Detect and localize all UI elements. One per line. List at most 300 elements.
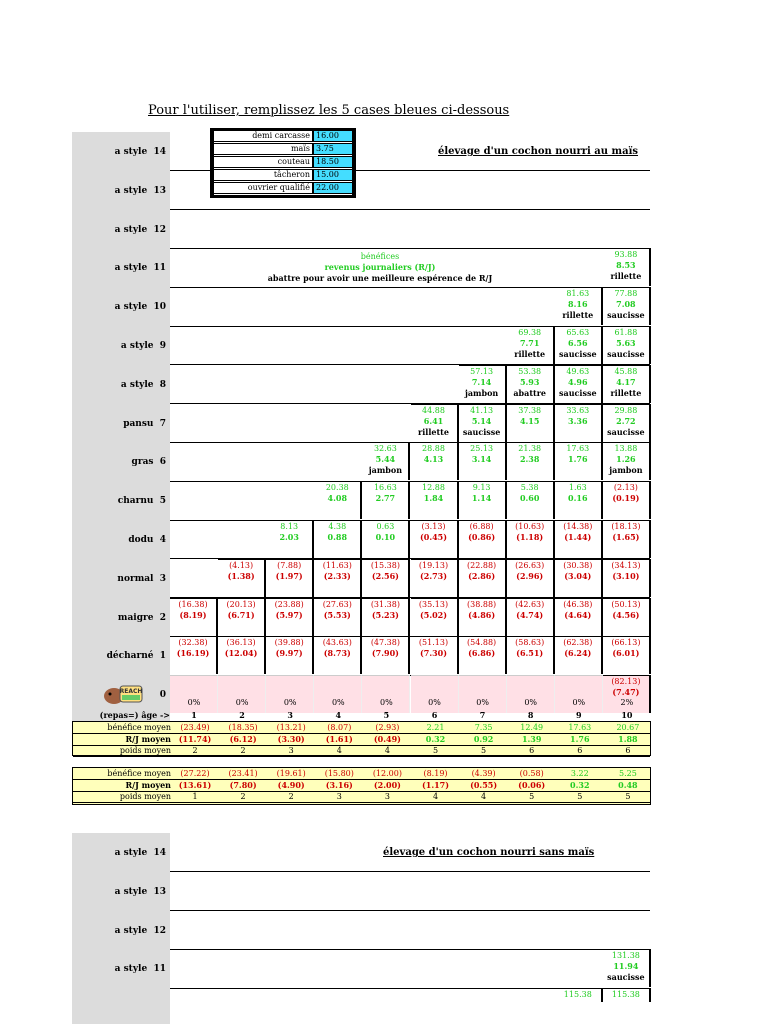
- grid-cell: [411, 520, 459, 558]
- benefice-value: (2.13): [613, 483, 638, 493]
- grid-cell: [555, 287, 603, 325]
- pct-value: 0%: [476, 698, 489, 707]
- row-divider: [170, 910, 650, 911]
- summary-label: poids moyen: [119, 746, 171, 755]
- summary-row: [73, 734, 650, 746]
- benefice-value: 5.38: [520, 483, 539, 493]
- rj-value: 5.63: [616, 338, 636, 348]
- grid-cell: [314, 598, 362, 636]
- grid-cell: [362, 481, 410, 519]
- rj-value: (7.30): [419, 648, 448, 659]
- benefice-value: 8.13: [280, 522, 299, 531]
- benefice-value: (27.63): [322, 599, 352, 609]
- rj-value: (3.04): [564, 570, 592, 581]
- row-label: charnu 5: [117, 496, 166, 507]
- rj-value: (8.73): [323, 648, 351, 659]
- grid-cell: [603, 949, 651, 987]
- summary-value: 5: [529, 792, 535, 801]
- summary-value: (13.61): [178, 779, 212, 790]
- grid-cell: [314, 520, 362, 558]
- summary-value: (15.80): [324, 769, 354, 778]
- rj-value: (6.71): [227, 609, 255, 620]
- grid-cell: [266, 559, 314, 597]
- summary-value: 5: [432, 746, 439, 755]
- rj-value: 7.14: [471, 376, 492, 387]
- benefice-value: (11.63): [322, 560, 352, 570]
- summary-value: (6.12): [229, 733, 257, 744]
- action-label: saucisse: [559, 349, 597, 359]
- action-label: saucisse: [607, 349, 645, 359]
- summary-value: 1.39: [521, 733, 542, 744]
- grid-cell: [555, 598, 603, 636]
- benefice-value: 45.88: [614, 366, 638, 376]
- grid-cell: [555, 559, 603, 597]
- rj-value: (7.90): [371, 648, 399, 659]
- rj-value: (4.64): [564, 609, 592, 620]
- grid-cell: [603, 248, 651, 286]
- summary-value: (2.00): [373, 779, 401, 790]
- pct-value: 0%: [235, 698, 249, 707]
- benefice-value: (22.88): [467, 560, 497, 570]
- age-value: 5: [383, 710, 390, 720]
- benefice-value: 37.38: [518, 405, 542, 415]
- benefice-value: 57.13: [470, 366, 494, 376]
- summary-value: 3: [384, 792, 390, 801]
- benefice-value: (62.38): [563, 638, 593, 648]
- pct-value: 0%: [428, 698, 441, 707]
- benefice-value: (43.63): [322, 638, 352, 648]
- summary-value: (18.35): [228, 723, 258, 732]
- grid-cell: [555, 481, 603, 519]
- grid-cell: [170, 598, 218, 636]
- age-value: 2: [239, 710, 245, 720]
- age-value: 9: [576, 710, 582, 720]
- summary-value: 5.25: [618, 769, 637, 778]
- grid-cell: [266, 636, 314, 674]
- rj-value: (1.18): [516, 532, 544, 542]
- rj-value: 6.56: [568, 338, 588, 348]
- rj-value: 4.96: [568, 376, 588, 387]
- rj-value: (6.86): [468, 648, 496, 659]
- benefice-value: 25.13: [470, 444, 494, 454]
- grid-cell: [603, 559, 651, 597]
- param-row: [214, 183, 352, 195]
- param-label: ouvrier qualifié: [214, 183, 312, 193]
- age-value: 1: [191, 710, 197, 720]
- empty-cell: [314, 675, 362, 713]
- summary-value: 4: [481, 792, 487, 801]
- rj-value: (2.56): [371, 570, 399, 581]
- summary-value: (0.06): [518, 779, 546, 790]
- summary-value: 5: [481, 746, 487, 755]
- rj-value: (1.65): [612, 532, 640, 542]
- grid-cell: [507, 559, 555, 597]
- action-label: saucisse: [559, 387, 597, 398]
- pct-value: 2%: [620, 698, 634, 707]
- grid-cell: [507, 404, 555, 442]
- grid-cell: [603, 988, 651, 1002]
- rj-value: 0.88: [327, 532, 348, 542]
- parameter-box: [210, 128, 356, 198]
- grid-cell: [314, 481, 362, 519]
- rj-value: 8.53: [616, 260, 636, 271]
- benefice-value: (46.38): [563, 599, 593, 609]
- summary-label: bénéfice moyen: [107, 769, 171, 778]
- rj-value: 5.93: [519, 376, 540, 387]
- grid-cell: [459, 481, 507, 519]
- grid-cell: [507, 636, 555, 674]
- rj-value: 4.15: [519, 415, 540, 426]
- rj-value: 4.13: [423, 454, 444, 465]
- grid-cell: [362, 520, 410, 558]
- benefice-value: 131.38: [611, 951, 640, 961]
- benefice-value: 20.38: [325, 483, 349, 493]
- rj-value: 6.41: [423, 415, 444, 426]
- rj-value: 1.76: [568, 454, 588, 465]
- rj-value: (7.47): [612, 687, 640, 698]
- benefice-value: (36.13): [226, 638, 256, 648]
- row-label: a style 11: [114, 964, 166, 975]
- param-row: [214, 144, 352, 156]
- age-value: 3: [287, 710, 293, 720]
- summary-value: 7.35: [474, 723, 493, 732]
- summary-row: [73, 780, 650, 792]
- summary-value: (23.49): [180, 723, 210, 732]
- benefice-value: (16.38): [178, 599, 208, 609]
- rj-value: (4.56): [612, 609, 640, 620]
- row-label: dodu 4: [128, 535, 166, 545]
- rj-value: (3.10): [612, 570, 640, 581]
- grid-cell: [314, 636, 362, 674]
- benefice-value: 12.88: [422, 483, 445, 493]
- summary-value: 3: [288, 746, 294, 755]
- param-value-input[interactable]: 15.00: [314, 170, 352, 180]
- page-title: Pour l'utiliser, remplissez les 5 cases bleues ci-dessous: [148, 103, 510, 118]
- summary-value: (1.17): [421, 779, 450, 790]
- row-divider: [170, 949, 650, 950]
- summary-value: 4: [432, 792, 439, 801]
- summary-value: 2: [288, 792, 294, 801]
- legend-benefices: bénéfices: [360, 252, 400, 261]
- summary-value: 2.21: [426, 723, 445, 732]
- summary-value: 6: [577, 746, 583, 755]
- rj-value: 2.38: [519, 454, 540, 465]
- pct-value: 0%: [380, 698, 393, 707]
- grid-cell: [459, 559, 507, 597]
- grid-cell: [555, 988, 603, 1002]
- summary-value: 2: [240, 746, 246, 755]
- param-value-input[interactable]: 22.00: [314, 183, 352, 193]
- rj-value: (2.96): [516, 570, 544, 581]
- row-label: gras 6: [131, 457, 166, 468]
- row-divider: [170, 871, 650, 872]
- rj-value: 5.14: [471, 415, 492, 426]
- benefice-value: (82.13): [611, 677, 641, 687]
- empty-cell: [459, 675, 507, 713]
- summary-row: [73, 745, 650, 757]
- pig-icon: [100, 680, 146, 708]
- benefice-value: (26.63): [515, 560, 545, 570]
- age-value: 7: [479, 710, 486, 720]
- rj-value: 2.03: [279, 532, 299, 542]
- row-divider: [170, 248, 650, 249]
- summary-value: 3.22: [570, 769, 589, 778]
- rj-value: 8.16: [568, 299, 588, 310]
- rj-value: (1.44): [564, 532, 592, 542]
- grid-cell: [555, 404, 603, 442]
- grid-cell: [218, 598, 266, 636]
- empty-cell: [555, 675, 603, 713]
- benefice-value: 115.38: [563, 990, 592, 1000]
- summary-value: (0.58): [519, 769, 544, 778]
- pct-value: 0%: [283, 698, 297, 707]
- row-label: a style 8: [120, 379, 166, 390]
- rj-value: 1.84: [423, 493, 444, 504]
- grid-cell: [314, 559, 362, 597]
- row-label: a style 13: [114, 886, 166, 897]
- summary-value: 5: [577, 792, 583, 801]
- rj-value: (1.38): [227, 570, 255, 581]
- age-value: 4: [335, 710, 342, 720]
- table1-title: élevage d'un cochon nourri au maïs: [438, 146, 639, 157]
- param-value-input[interactable]: 16.00: [314, 131, 352, 141]
- summary-value: (1.61): [325, 733, 353, 744]
- grid-cell: [362, 559, 410, 597]
- summary-value: (8.19): [423, 769, 448, 778]
- summary-value: (4.90): [277, 779, 305, 790]
- benefice-value: 49.63: [566, 366, 590, 376]
- summary-value: 4: [336, 746, 342, 755]
- benefice-value: (30.38): [563, 560, 593, 570]
- rj-value: 11.94: [613, 961, 639, 972]
- rj-value: (5.53): [323, 609, 351, 620]
- grid-cell: [218, 636, 266, 674]
- grid-cell: [459, 520, 507, 558]
- param-label: couteau: [214, 157, 312, 167]
- grid-cell: [459, 636, 507, 674]
- grid-cell: [411, 636, 459, 674]
- grid-cell: [362, 598, 410, 636]
- summary-value: 0.32: [425, 733, 446, 744]
- benefice-value: 77.88: [614, 289, 638, 299]
- summary-label: R/J moyen: [125, 779, 171, 790]
- age-label: (repas=) âge ->: [99, 710, 170, 720]
- grid-cell: [603, 481, 651, 519]
- benefice-value: 28.88: [422, 444, 445, 454]
- rj-value: (8.19): [179, 609, 207, 620]
- rj-value: (5.02): [419, 609, 448, 620]
- rj-value: 2.72: [616, 415, 636, 426]
- summary-value: (2.93): [375, 723, 400, 732]
- summary-label: poids moyen: [119, 792, 171, 801]
- rj-value: (16.19): [176, 648, 210, 659]
- benefice-value: (35.13): [418, 599, 449, 609]
- benefice-value: (66.13): [611, 638, 641, 648]
- rj-value: (4.86): [468, 609, 496, 620]
- rj-value: 0.10: [375, 532, 396, 542]
- summary-value: (23.41): [228, 769, 258, 778]
- summary-value: 1.76: [570, 733, 590, 744]
- table2-title: élevage d'un cochon nourri sans maïs: [383, 847, 595, 858]
- grid-cell: [555, 442, 603, 480]
- grid-cell: [507, 520, 555, 558]
- rj-value: (2.73): [419, 570, 448, 581]
- summary-value: 5: [625, 792, 631, 801]
- row-label: a style 11: [114, 263, 166, 274]
- summary-value: (3.30): [277, 733, 305, 744]
- row-label: maigre 2: [117, 612, 166, 623]
- benefice-value: 32.63: [373, 444, 397, 454]
- grid-cell: [555, 520, 603, 558]
- summary-value: (7.80): [229, 779, 257, 790]
- rj-value: (0.19): [612, 493, 640, 504]
- grid-cell: [507, 365, 555, 403]
- summary-band-1: [72, 721, 651, 756]
- param-value-input[interactable]: 18.50: [314, 157, 352, 167]
- action-label: abattre: [513, 387, 547, 398]
- row-label: a style 9: [120, 341, 166, 351]
- summary-value: 0.92: [473, 733, 494, 744]
- benefice-value: (34.13): [611, 560, 641, 570]
- benefice-value: 13.88: [614, 444, 638, 454]
- age-value: 6: [431, 710, 438, 720]
- empty-cell: [266, 675, 314, 713]
- empty-cell: [411, 675, 459, 713]
- grid-cell: [459, 365, 507, 403]
- summary-value: 6: [529, 746, 535, 755]
- legend-abattre: abattre pour avoir une meilleure espérence de R/J: [267, 273, 493, 283]
- row-label: a style 14: [114, 147, 166, 157]
- empty-cell: [170, 675, 218, 713]
- grid-cell: [266, 520, 314, 558]
- rj-value: 1.26: [616, 454, 636, 465]
- summary-value: (27.22): [180, 769, 210, 778]
- row-label: pansu 7: [123, 418, 166, 429]
- benefice-value: 33.63: [566, 405, 590, 415]
- benefice-value: (47.38): [370, 638, 400, 648]
- action-label: rillette: [418, 426, 449, 437]
- rj-value: (4.74): [516, 609, 544, 620]
- summary-value: 1.88: [618, 733, 638, 744]
- rj-value: 0.16: [568, 493, 588, 504]
- benefice-value: (58.63): [515, 638, 545, 648]
- summary-value: 4: [384, 746, 390, 755]
- summary-value: (4.39): [471, 769, 496, 778]
- param-label: tâcheron: [214, 170, 312, 180]
- row-label: a style 12: [114, 925, 166, 936]
- benefice-value: (23.88): [274, 599, 304, 609]
- summary-band-2: [72, 767, 651, 805]
- grid-cell: [507, 598, 555, 636]
- benefice-value: (6.88): [469, 522, 494, 531]
- param-value-input[interactable]: 3.75: [314, 144, 352, 154]
- benefice-value: (19.13): [418, 560, 449, 570]
- action-label: saucisse: [607, 972, 645, 983]
- summary-value: (0.49): [373, 733, 401, 744]
- benefice-value: 53.38: [518, 366, 542, 376]
- action-label: rillette: [610, 387, 642, 398]
- benefice-value: 9.13: [472, 483, 491, 493]
- summary-value: (19.61): [276, 769, 306, 778]
- grid-cell: [266, 598, 314, 636]
- empty-cell: [507, 675, 555, 713]
- benefice-value: (54.88): [467, 638, 497, 648]
- benefice-value: 44.88: [422, 405, 445, 415]
- action-label: rillette: [610, 271, 642, 282]
- benefice-value: (18.13): [611, 522, 641, 531]
- rj-value: 7.08: [616, 299, 636, 310]
- action-label: rillette: [562, 310, 594, 321]
- rj-value: (6.01): [612, 648, 640, 659]
- summary-value: 0.32: [570, 779, 590, 790]
- summary-label: R/J moyen: [125, 733, 171, 744]
- benefice-value: 65.63: [566, 328, 590, 337]
- action-label: saucisse: [462, 426, 501, 437]
- grid-cell: [555, 636, 603, 674]
- rj-value: 1.14: [471, 493, 492, 504]
- rj-value: 7.71: [519, 338, 540, 348]
- benefice-value: 17.63: [566, 444, 590, 454]
- grid-cell: [603, 598, 651, 636]
- grid-cell: [459, 404, 507, 442]
- rj-value: (0.86): [468, 532, 496, 542]
- benefice-value: 93.88: [614, 250, 638, 260]
- benefice-value: 41.13: [470, 405, 494, 415]
- rj-value: 5.44: [375, 454, 396, 465]
- row-label: a style 10: [114, 302, 166, 313]
- rj-value: 3.14: [471, 454, 492, 465]
- grid-cell: [603, 520, 651, 558]
- pct-value: 0%: [572, 698, 586, 707]
- grid-cell: [459, 442, 507, 480]
- grid-cell: [603, 365, 651, 403]
- summary-row: [73, 768, 650, 780]
- summary-value: (12.00): [372, 769, 402, 778]
- grid-cell: [170, 636, 218, 674]
- summary-value: 3: [336, 792, 342, 801]
- grid-cell: [507, 326, 555, 364]
- summary-value: (13.21): [276, 723, 306, 732]
- benefice-value: (38.88): [467, 599, 497, 609]
- rj-value: 0.60: [519, 493, 540, 504]
- benefice-value: 0.63: [376, 522, 395, 531]
- benefice-value: 115.38: [611, 990, 640, 1000]
- action-label: saucisse: [607, 426, 645, 437]
- summary-value: (8.07): [327, 723, 352, 732]
- summary-value: 6: [625, 746, 631, 755]
- grid-cell: [411, 481, 459, 519]
- benefice-value: (20.13): [226, 599, 256, 609]
- age-value: 8: [527, 710, 534, 720]
- benefice-value: (31.38): [370, 599, 400, 609]
- rj-value: (2.33): [323, 570, 351, 581]
- row-label: a style 14: [114, 848, 166, 858]
- row-label: a style 12: [114, 224, 166, 235]
- row-divider: [170, 209, 650, 210]
- benefice-value: (32.38): [178, 638, 208, 648]
- benefice-value: 69.38: [518, 328, 542, 337]
- summary-label: bénéfice moyen: [107, 723, 171, 732]
- rj-value: (6.51): [516, 648, 544, 659]
- grid-cell: [555, 365, 603, 403]
- summary-value: 0.48: [618, 779, 638, 790]
- rj-value: (1.97): [275, 570, 303, 581]
- pct-value: 0%: [187, 698, 201, 707]
- grid-cell: [555, 326, 603, 364]
- param-label: demi carcasse: [214, 131, 312, 141]
- empty-cell: [218, 675, 266, 713]
- summary-value: 2: [192, 746, 198, 755]
